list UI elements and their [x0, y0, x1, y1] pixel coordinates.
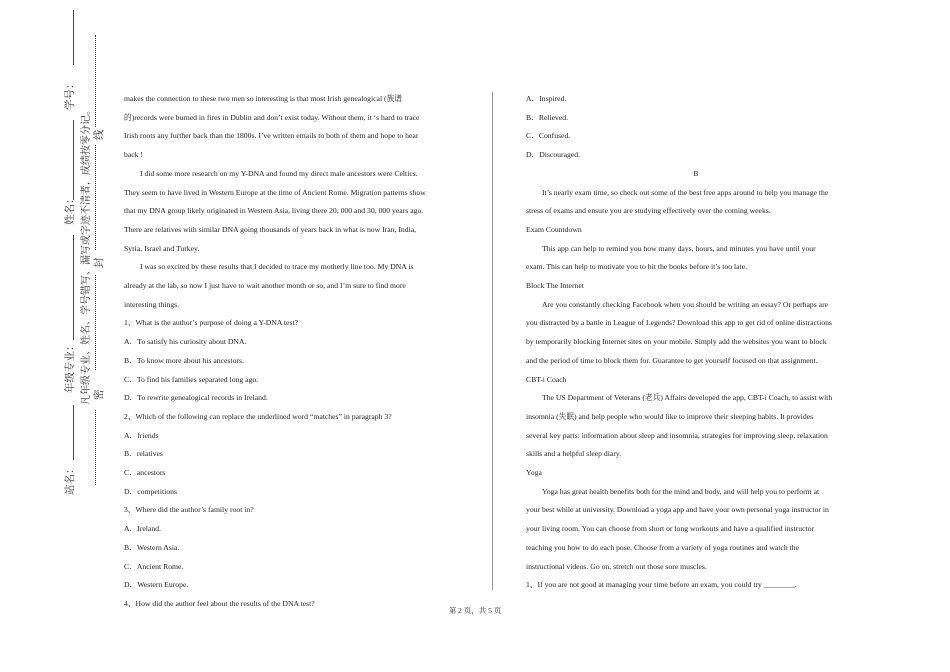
text-line: stress of exams and ensure you are studying effectively over the coming weeks.: [526, 206, 771, 216]
text-line: A．To satisfy his curiosity about DNA.: [124, 337, 247, 347]
text-line: C．Ancient Rome.: [124, 561, 184, 571]
text-line: interesting things.: [124, 299, 180, 309]
text-line: D．Western Europe.: [124, 580, 189, 590]
text-line: 的)records were burned in fires in Dublin and don’t exist today. Without them, it ‘s hard to trace: [124, 112, 420, 122]
text-line: B．relatives: [124, 449, 163, 459]
text-line: insomnia (失眠) and help people who would like to improve their sleeping habits. It provides: [526, 411, 814, 421]
text-line: Irish roots any further back than the 1800s. I’ve written emails to both of them and hope to hear: [124, 131, 419, 141]
notice-text: 凡年级专业、姓名、学号错写、漏写或字迹不清者，成绩按零分记。: [81, 105, 92, 405]
text-line: that my DNA group likely originated in Western Asia, living there 20, 000 and 30, 000 years ago.: [124, 206, 424, 216]
text-line: B．To know more about his ancestors.: [124, 355, 244, 365]
text-line: D．Discouraged.: [526, 150, 581, 160]
text-line: C．Confused.: [526, 131, 571, 141]
text-line: Syria, Israel and Turkey.: [124, 243, 200, 253]
text-line: several key parts: information about sleep and insomnia, strategies for improving sleep, relaxation: [526, 430, 828, 440]
text-line: exam. This can help to motivate you to hit the books before it’s too late.: [526, 262, 748, 272]
station-label: 站名：: [65, 463, 76, 495]
text-line: back !: [124, 150, 143, 160]
text-line: D．To rewrite genealogical records in Ireland.: [124, 393, 268, 403]
seal-xian: 线: [94, 129, 105, 140]
text-line: your best while at university. Download a yoga app and have your own personal yoga instructor in: [526, 505, 829, 515]
text-line: D．competitions: [124, 486, 177, 496]
text-line: teaching you how to do each pose. Choose from a variety of yoga routines and watch the: [526, 542, 800, 552]
page-footer: 第 2 页，共 5 页: [448, 606, 502, 615]
grade-major-label: 年级专业：: [65, 340, 76, 393]
text-line: makes the connection to these two men so interesting is that most Irish genealogical (族谱: [124, 94, 402, 103]
seal-mi: 密: [94, 389, 105, 400]
left-column: [124, 90, 426, 614]
name-label: 姓名：: [65, 193, 76, 225]
right-column: [526, 90, 866, 595]
text-line: Are you constantly checking Facebook when you should be writing an essay? Or perhaps are: [542, 299, 829, 309]
id-write-line: [73, 10, 74, 65]
text-line: 4、How did the author feel about the results of the DNA test?: [124, 598, 315, 608]
text-line: B．Relieved.: [526, 112, 569, 122]
station-write-line: [73, 405, 74, 460]
student-id-label: 学号：: [65, 78, 76, 110]
text-line: B．Western Asia.: [124, 542, 180, 552]
text-line: your living room. You can choose from short or long workouts and have a qualified instructor: [526, 524, 815, 534]
text-line: already at the lab, so now I just have to wait another month or so, and I’m sure to find more: [124, 281, 406, 291]
column-divider: [492, 92, 493, 590]
text-line: A．friends: [124, 430, 159, 440]
text-line: C．ancestors: [124, 468, 166, 478]
text-line: They seem to have lived in Western Europe at the time of Ancient Rome. Migration patterns show: [124, 187, 426, 197]
text-line: you distracted by a battle in League of Legends? Download this app to get rid of online distractions: [526, 318, 832, 328]
text-line: The US Department of Veterans (老兵) Affairs developed the app, CBT-i Coach, to assist with: [542, 393, 833, 403]
text-line: 1、What is the author’s purpose of doing a Y-DNA test?: [124, 318, 299, 328]
text-line: Block The Internet: [526, 281, 584, 291]
seal-dotted-line-bottom: [95, 410, 96, 485]
text-line: by temporarily blocking Internet sites on your mobile. Simply add the websites you want to block: [526, 337, 827, 347]
text-line: 1、If you are not good at managing your time before an exam, you could try ________.: [526, 580, 797, 590]
text-line: 3、Where did the author’s family root in?: [124, 505, 254, 515]
seal-dotted-line-top: [95, 35, 96, 127]
seal-dotted-line-lower: [95, 275, 96, 370]
text-line: I did some more research on my Y-DNA and found my direct male ancestors were Celtics.: [140, 168, 418, 178]
text-line: I was so excited by these results that I decided to trace my motherly line too. My DNA is: [140, 262, 414, 272]
text-line: CBT-i Coach: [526, 374, 567, 384]
text-line: Yoga has great health benefits both for the mind and body, and will help you to perform at: [542, 486, 820, 496]
text-line: 2、Which of the following can replace the underlined word “matches” in paragraph 3?: [124, 411, 392, 421]
text-line: There are relatives with similar DNA going thousands of years back in what is now Iran, India,: [124, 224, 417, 234]
text-line: Yoga: [526, 468, 542, 478]
grade-write-line: [73, 235, 74, 340]
text-line: A．Inspired.: [526, 94, 567, 103]
seal-feng: 封: [94, 257, 105, 268]
text-line: A．Ireland.: [124, 524, 161, 534]
text-line: and the period of time to block them for. Guarantee to get yourself focused on that assignment.: [526, 355, 818, 365]
text-line: C．To find his families separated long ago.: [124, 374, 259, 384]
text-line: Exam Countdown: [526, 224, 582, 234]
text-line: This app can help to remind you how many days, hours, and minutes you have until your: [542, 243, 816, 253]
text-line: It’s nearly exam time, so check out some of the best free apps around to help you manage the: [542, 187, 829, 197]
name-write-line: [73, 120, 74, 200]
seal-dotted-line-middle: [95, 145, 96, 250]
text-line: B: [693, 168, 699, 178]
text-line: instructional videos. Go on, stretch out those sore muscles.: [526, 561, 707, 571]
text-line: skills and a helpful sleep diary.: [526, 449, 622, 459]
